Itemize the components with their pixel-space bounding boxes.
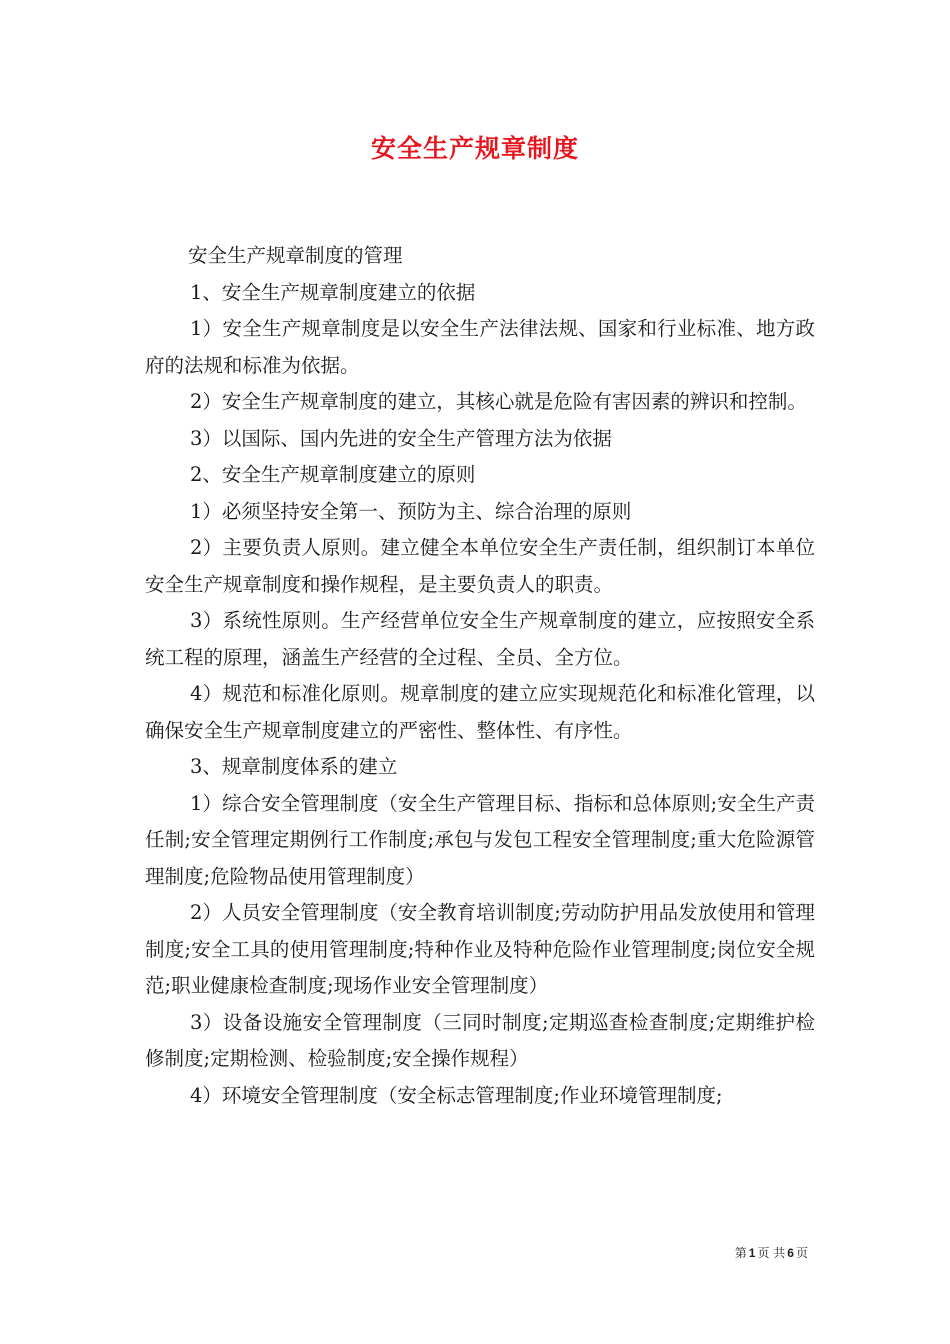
paragraph: 3）以国际、国内先进的安全生产管理方法为依据 (190, 426, 612, 450)
paragraph: 2）主要负责人原则。建立健全本单位安全生产责任制，组织制订本单位安全生产规章制度和操作规程，是主要负责人的职责。 (145, 536, 815, 596)
subsection-heading: 2、安全生产规章制度建立的原则 (190, 463, 476, 486)
paragraph: 4）环境安全管理制度（安全标志管理制度;作业环境管理制度; (190, 1083, 723, 1107)
page-label-prefix: 第 (734, 1246, 747, 1260)
page-footer (735, 1245, 808, 1261)
total-pages-number: 6 (787, 1246, 794, 1260)
paragraph: 3）设备设施安全管理制度（三同时制度;定期巡查检查制度;定期维护检修制度;定期检测、检验制度;安全操作规程） (145, 1010, 815, 1070)
paragraph: 2）安全生产规章制度的建立，其核心就是危险有害因素的辨识和控制。 (190, 390, 807, 413)
document-body (145, 238, 815, 1114)
paragraph: 1）必须坚持安全第一、预防为主、综合治理的原则 (190, 499, 632, 523)
paragraph: 4）规范和标准化原则。规章制度的建立应实现规范化和标准化管理，以确保安全生产规章制度建立的严密性、整体性、有序性。 (145, 682, 815, 742)
section-heading: 安全生产规章制度的管理 (188, 244, 403, 267)
paragraph: 3）系统性原则。生产经营单位安全生产规章制度的建立，应按照安全系统工程的原理，涵盖生产经营的全过程、全员、全方位。 (145, 609, 815, 669)
paragraph: 1）综合安全管理制度（安全生产管理目标、指标和总体原则;安全生产责任制;安全管理定期例行工作制度;承包与发包工程安全管理制度;重大危险源管理制度;危险物品使用管理制度） (145, 791, 815, 888)
current-page-number: 1 (748, 1246, 756, 1260)
document-title: 安全生产规章制度 (370, 134, 579, 163)
paragraph: 1）安全生产规章制度是以安全生产法律法规、国家和行业标准、地方政府的法规和标准为依据。 (145, 317, 815, 377)
page-label-suffix: 页 (795, 1246, 808, 1260)
subsection-heading: 3、规章制度体系的建立 (190, 755, 398, 778)
paragraph: 2）人员安全管理制度（安全教育培训制度;劳动防护用品发放使用和管理制度;安全工具的使用管理制度;特种作业及特种危险作业管理制度;岗位安全规范;职业健康检查制度;现场作业安全管理制度） (145, 901, 815, 997)
page-label-middle: 页 共 (757, 1246, 786, 1260)
subsection-heading: 1、安全生产规章制度建立的依据 (190, 280, 476, 304)
